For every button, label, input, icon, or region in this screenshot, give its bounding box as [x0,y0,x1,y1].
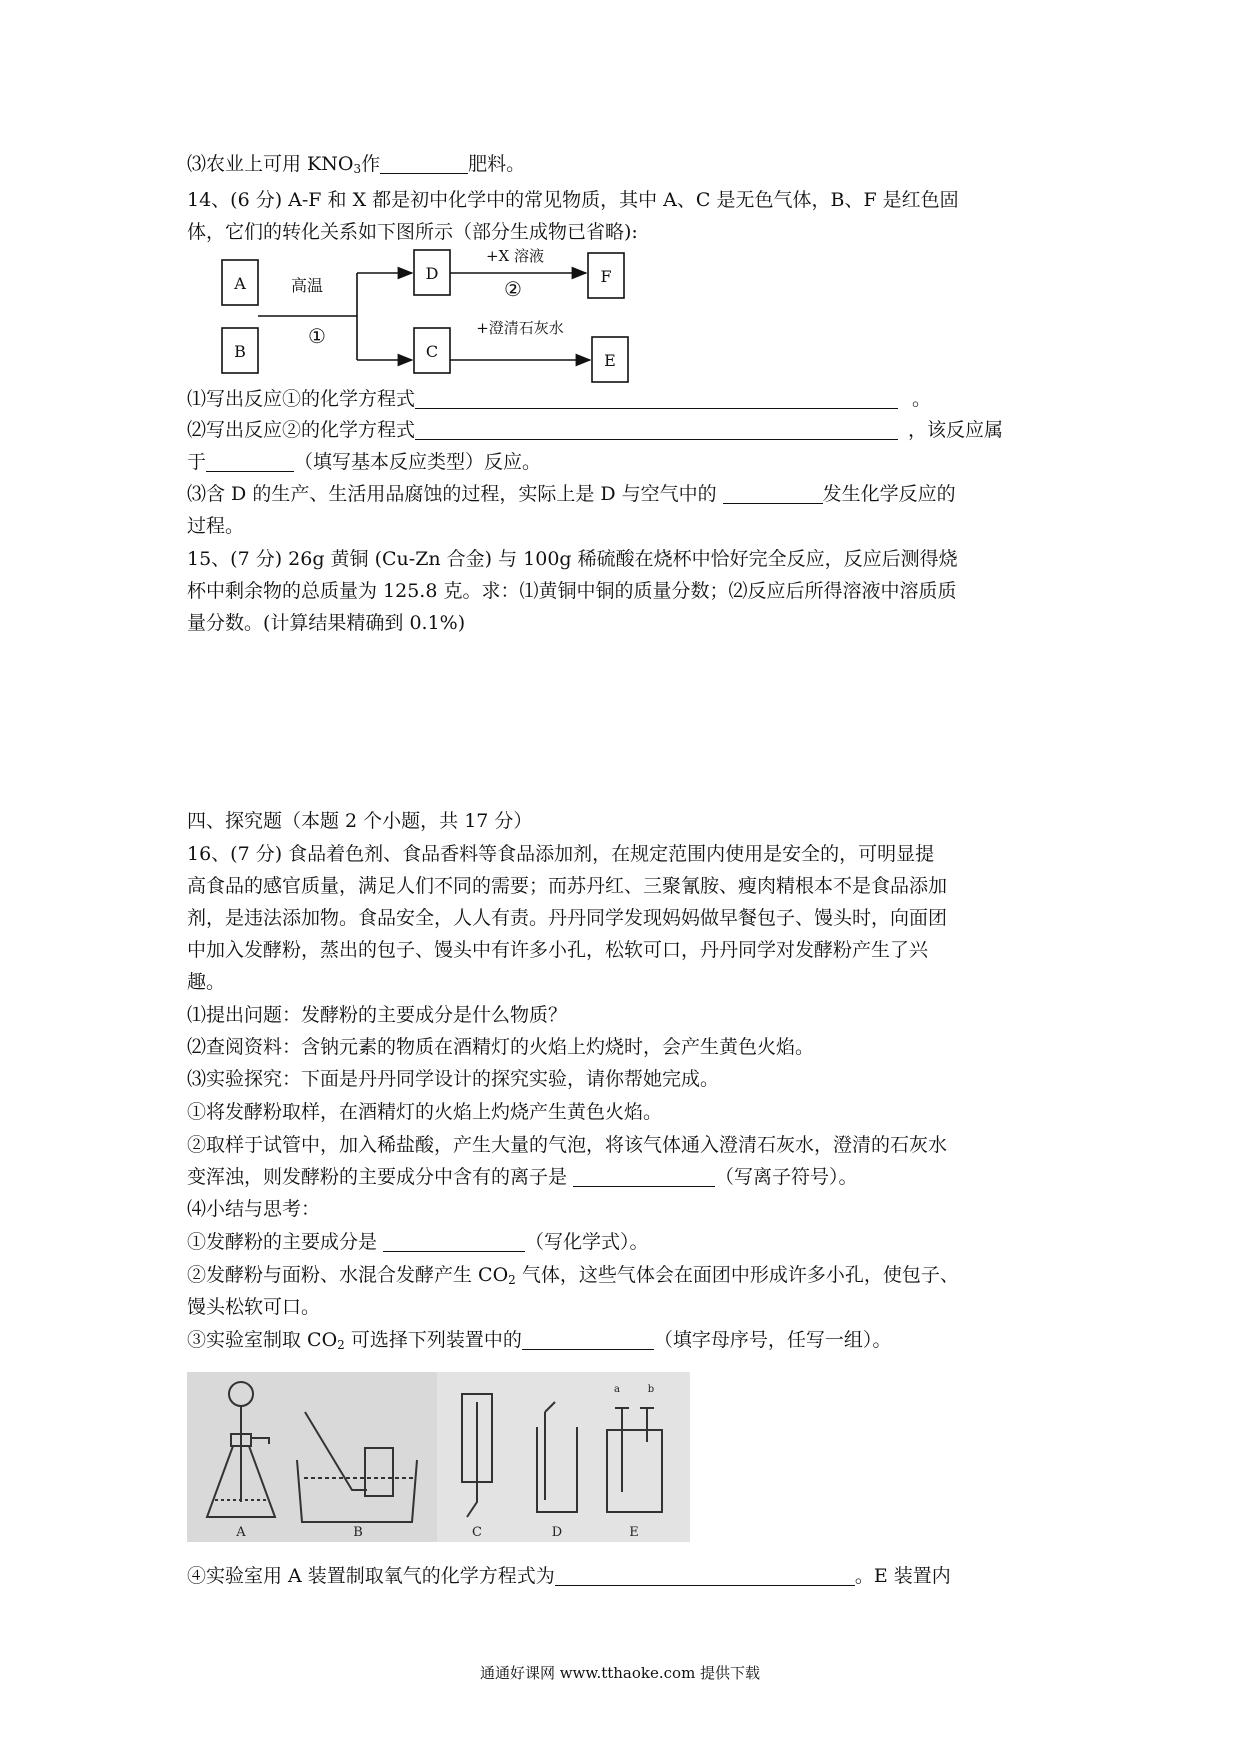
q16-step4-1: ①发酵粉的主要成分是 （写化学式）。 [187,1231,649,1253]
label-d: D [551,1525,563,1540]
box-f-label: F [600,267,612,286]
label-e: E [629,1525,639,1540]
answer-blank[interactable] [206,449,294,472]
q14-part3: ⑶含 D 的生产、生活用品腐蚀的过程，实际上是 D 与空气中的 发生化学反应的 [187,483,956,505]
q16-step3-2a: ②取样于试管中，加入稀盐酸，产生大量的气泡，将该气体通入澄清石灰水，澄清的石灰水 [187,1134,948,1156]
q16-line1: 16、(7 分) 食品着色剂、食品香料等食品添加剂，在规定范围内使用是安全的，可明显提 [187,843,935,865]
page-footer: 通通好课网 www.tthaoke.com 提供下载 [479,1664,761,1682]
tube-c [467,1402,477,1517]
q14-part1: ⑴写出反应①的化学方程式 。 [187,388,932,410]
bottle-e [607,1430,662,1512]
reaction2-label: ② [504,277,522,301]
q14-part2: ⑵写出反应②的化学方程式 ，该反应属 [187,419,1004,441]
q14-flow-diagram [215,246,635,396]
q16-line2: 高食品的感官质量，满足人们不同的需要；而苏丹红、三聚氰胺、瘦肉精根本不是食品添加 [187,875,948,897]
label-b: B [353,1525,363,1540]
answer-blank[interactable] [415,386,898,409]
section4-heading: 四、探究题（本题 2 个小题，共 17 分） [187,810,533,832]
q13-part3: ⑶农业上可用 $KNO_3$作 肥料。 [187,153,526,176]
q16-line5: 趣。 [187,971,226,993]
answer-blank[interactable] [573,1164,715,1187]
reagent3-label: +澄清石灰水 [476,319,564,337]
q14-part3-line2: 过程。 [187,515,245,537]
q16-step4: ⑷小结与思考： [187,1198,321,1220]
q15-line2: 杯中剩余物的总质量为 125.8 克。求：⑴黄铜中铜的质量分数；⑵反应后所得溶液中溶质质 [187,580,957,602]
apparatus-cde-drawing [437,1372,690,1542]
reagent2-label: +X 溶液 [485,247,545,265]
answer-blank[interactable] [415,417,898,440]
q16-step4-3: ③实验室制取 $CO_2$ 可选择下列装置中的 （填字母序号，任写一组）。 [187,1329,892,1352]
apparatus-ab-drawing [187,1372,437,1542]
box-e-label: E [604,351,616,370]
answer-blank[interactable] [555,1563,855,1586]
delivery-tube [251,1438,269,1444]
q15-line1: 15、(7 分) 26g 黄铜 (Cu-Zn 合金) 与 100g 稀硫酸在烧杯中恰好完全反应，反应后测得烧 [187,548,958,570]
q16-step4-2a: ②发酵粉与面粉、水混合发酵产生 $CO_2$ 气体，这些气体会在面团中形成许多小孔，使包子、 [187,1264,959,1287]
answer-blank[interactable] [383,1229,525,1252]
box-b-label: B [234,342,246,361]
q16-line4: 中加入发酵粉，蒸出的包子、馒头中有许多小孔，松软可口，丹丹同学对发酵粉产生了兴 [187,939,929,961]
answer-blank[interactable] [522,1327,654,1350]
inverted-bottle [365,1448,393,1496]
funnel-bulb [229,1382,253,1406]
q16-step4-2b: 馒头松软可口。 [187,1296,321,1318]
reaction1-label: ① [308,324,326,348]
q16-step2: ⑵查阅资料：含钠元素的物质在酒精灯的火焰上灼烧时，会产生黄色火焰。 [187,1036,815,1058]
box-c-label: C [425,342,439,361]
apparatus-photo-cde [437,1372,690,1542]
box-a-label: A [234,274,246,293]
q16-step3-1: ①将发酵粉取样，在酒精灯的火焰上灼烧产生黄色火焰。 [187,1101,663,1123]
q16-step3: ⑶实验探究：下面是丹丹同学设计的探究实验，请你帮她完成。 [187,1068,720,1090]
answer-blank[interactable] [723,481,823,504]
q14-stem-line1: 14、(6 分) A-F 和 X 都是初中化学中的常见物质，其中 A、C 是无色气体，B、F 是红色固 [187,189,959,211]
tube-d-bend [545,1402,555,1412]
q16-step3-2b: 变浑浊，则发酵粉的主要成分中含有的离子是 （写离子符号）。 [187,1166,858,1188]
q16-step4-4: ④实验室用 A 装置制取氧气的化学方程式为 。E 装置内 [187,1565,951,1587]
q15-line3: 量分数。(计算结果精确到 0.1%) [187,612,466,634]
condition-label: 高温 [290,276,324,295]
port-a-label: a [614,1384,620,1395]
label-a: A [236,1525,246,1540]
q16-step1: ⑴提出问题：发酵粉的主要成分是什么物质？ [187,1004,568,1026]
box-d-label: D [425,264,439,283]
port-b-label: b [647,1384,655,1395]
q16-line3: 剂，是违法添加物。食品安全，人人有责。丹丹同学发现妈妈做早餐包子、馒头时，向面团 [187,907,948,929]
q14-part2-line2: 于 （填写基本反应类型）反应。 [187,451,542,473]
bottle-d [537,1427,577,1512]
label-c: C [472,1525,482,1540]
q14-stem-line2: 体，它们的转化关系如下图所示（部分生成物已省略): [187,221,638,243]
answer-blank[interactable] [380,151,468,174]
apparatus-photo-ab [187,1372,437,1542]
